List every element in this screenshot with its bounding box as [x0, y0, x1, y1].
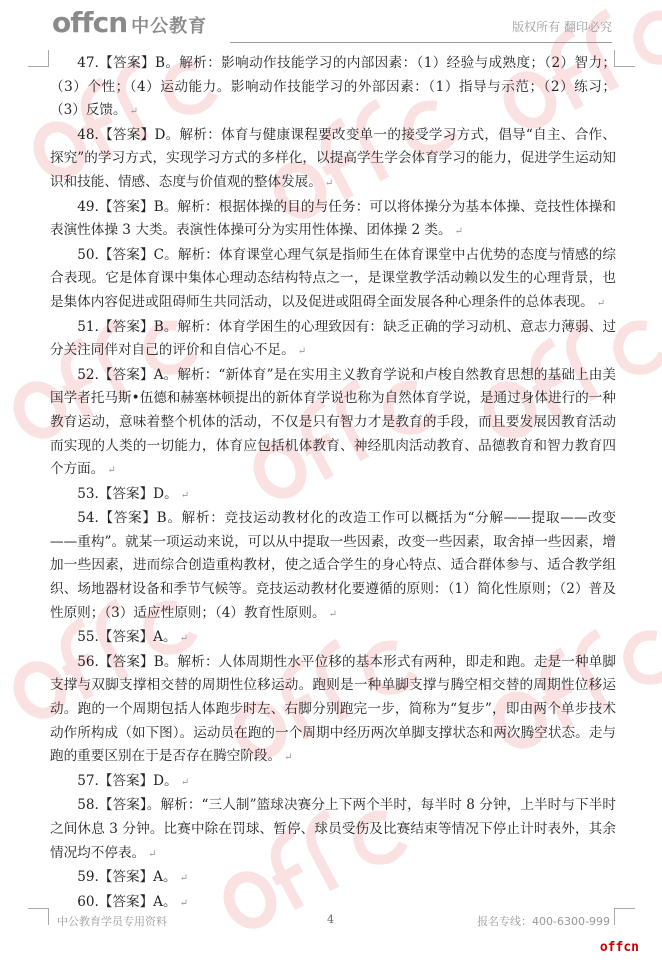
- paragraph-mark-icon: ↵: [107, 465, 116, 477]
- logo-text: offcn: [52, 6, 128, 39]
- paragraph-mark-icon: ↵: [180, 489, 190, 501]
- answer-text: 60.【答案】A。: [77, 893, 177, 910]
- answer-54: [50, 507, 616, 626]
- answer-50: [50, 244, 616, 316]
- margin-corner-mark: [614, 50, 635, 67]
- paragraph-mark-icon: ↵: [129, 106, 139, 118]
- paragraph-mark-icon: ↵: [148, 848, 157, 860]
- answer-text: 57.【答案】D。: [77, 772, 178, 789]
- answer-48: [50, 124, 616, 196]
- header-rule: [230, 42, 612, 43]
- offcn-logo: [52, 6, 207, 39]
- footer-hotline: 报名专线：400-6300-999: [477, 915, 610, 928]
- paragraph-mark-icon: ↵: [596, 297, 606, 309]
- answer-text: 51.【答案】B。解析：体育学困生的心理致因有：缺乏正确的学习动机、意志力薄弱、过分关注同伴对自己的评价和自信心不足。: [50, 318, 616, 359]
- page-footer: [0, 913, 662, 931]
- answer-60: [50, 891, 616, 916]
- brand-watermark-text: offcn: [599, 940, 639, 955]
- answer-text: 50.【答案】C。解析：体育课堂心理气氛是指师生在体育课堂中占优势的态度与情感的综合表现。它是体育课中集体心理动态结构特点之一，是课堂教学活动赖以发生的心理背景，也是集体内容促进或阻碍师生共同活动，以及促进或阻碍全面发展各种心理条件的总体表现。: [50, 246, 616, 310]
- answer-text: 59.【答案】A。: [77, 869, 177, 886]
- answer-text: 53.【答案】D。: [77, 485, 178, 502]
- answer-49: [50, 196, 616, 244]
- answer-57: [50, 770, 616, 795]
- answer-text: 54.【答案】B。解析：竞技运动教材化的改造工作可以概括为“分解——提取——改变——重构”。就某一项运动来说，可以从中提取一些因素，改变一些因素，取舍掉一些因素，增加一些因素，进而综合创造重构教材，使之适合学生的身心特点、适合群体参与、适合教学组织、场地器材设备和季节气候等。竞技运动教材化要遵循的原则：（1）简化性原则；（2）普及性原则；（3）适应性原则；（4）教育性原则。: [50, 510, 616, 621]
- paragraph-mark-icon: ↵: [180, 776, 190, 788]
- answer-55: [50, 626, 616, 651]
- answer-text: 49.【答案】B。解析：根据体操的目的与任务：可以将体操分为基本体操、竞技性体操和表演性体操 3 大类。表演性体操可分为实用性体操、团体操 2 类。: [50, 198, 616, 239]
- answer-text: 52.【答案】A。解析：“新体育”是在实用主义教育学说和卢梭自然教育思想的基础上由美国学者托马斯•伍德和赫塞林顿提出的新体育学说也称为自然体育学说，是通过身体进行的一种教育运动，意味着整个机体的活动，不仅是只有智力才是教育的手段，而且要发展因教育活动而实现的人类的一切能力，体育应包括机体教育、神经肌肉活动教育、品德教育和智力教育四个方面。: [50, 366, 616, 478]
- answer-text: 47.【答案】B。解析：影响动作技能学习的内部因素：（1）经验与成熟度；（2）智力；（3）个性；（4）运动能力。影响动作技能学习的外部因素：（1）指导与示范；（2）练习；（3）反馈。: [50, 55, 616, 119]
- paragraph-mark-icon: ↵: [284, 752, 293, 764]
- answer-text: 58.【答案】。解析：“三人制”篮球决赛分上下两个半时，每半时 8 分钟，上半时与下半时之间休息 3 分钟。比赛中除在罚球、暂停、球员受伤及比赛结束等情况下停止计时表外，其余情况均不停表。: [50, 797, 616, 861]
- page-header: [0, 0, 662, 48]
- margin-corner-mark: [28, 50, 49, 67]
- answer-56: [50, 651, 616, 770]
- footer-left-text: 中公教育学员专用资料: [57, 915, 167, 928]
- answer-59: [50, 866, 616, 891]
- logo-cn-text: 中公教育: [131, 16, 208, 37]
- paragraph-mark-icon: ↵: [454, 226, 464, 238]
- paragraph-mark-icon: ↵: [179, 873, 188, 885]
- answer-47: [50, 52, 616, 124]
- paragraph-mark-icon: ↵: [179, 897, 188, 909]
- answer-explanations: [50, 52, 616, 910]
- answer-58: [50, 794, 616, 866]
- page-number: 4: [327, 913, 334, 926]
- answer-text: 55.【答案】A。: [77, 629, 177, 646]
- paragraph-mark-icon: ↵: [324, 177, 334, 189]
- answer-52: [50, 364, 616, 483]
- answer-53: [50, 483, 616, 508]
- answer-51: [50, 316, 616, 364]
- copyright-notice: 版权所有 翻印必究: [512, 20, 612, 34]
- answer-text: 48.【答案】D。解析：体育与健康课程要改变单一的接受学习方式，倡导“自主、合作、探究”的学习方式，实现学习方式的多样化，以提高学生学会体育学习的能力，促进学生运动知识和技能、情感、态度与价值观的整体发展。: [50, 126, 616, 190]
- answer-text: 56.【答案】B。解析：人体周期性水平位移的基本形式有两种，即走和跑。走是一种单脚支撑与双脚支撑相交替的周期性位移运动。跑则是一种单脚支撑与腾空相交替的周期性位移运动。跑的一个周期包括人体跑步时左、右脚分别跑完一步，简称为“复步”，即由两个单步技术动作所构成（如下图）。运动员在跑的一个周期中经历两次单脚支撑状态和两次腾空状态。走与跑的重要区别在于是否存在腾空阶段。: [50, 653, 616, 765]
- paragraph-mark-icon: ↵: [297, 346, 307, 358]
- paragraph-mark-icon: ↵: [328, 608, 337, 620]
- paragraph-mark-icon: ↵: [179, 633, 188, 645]
